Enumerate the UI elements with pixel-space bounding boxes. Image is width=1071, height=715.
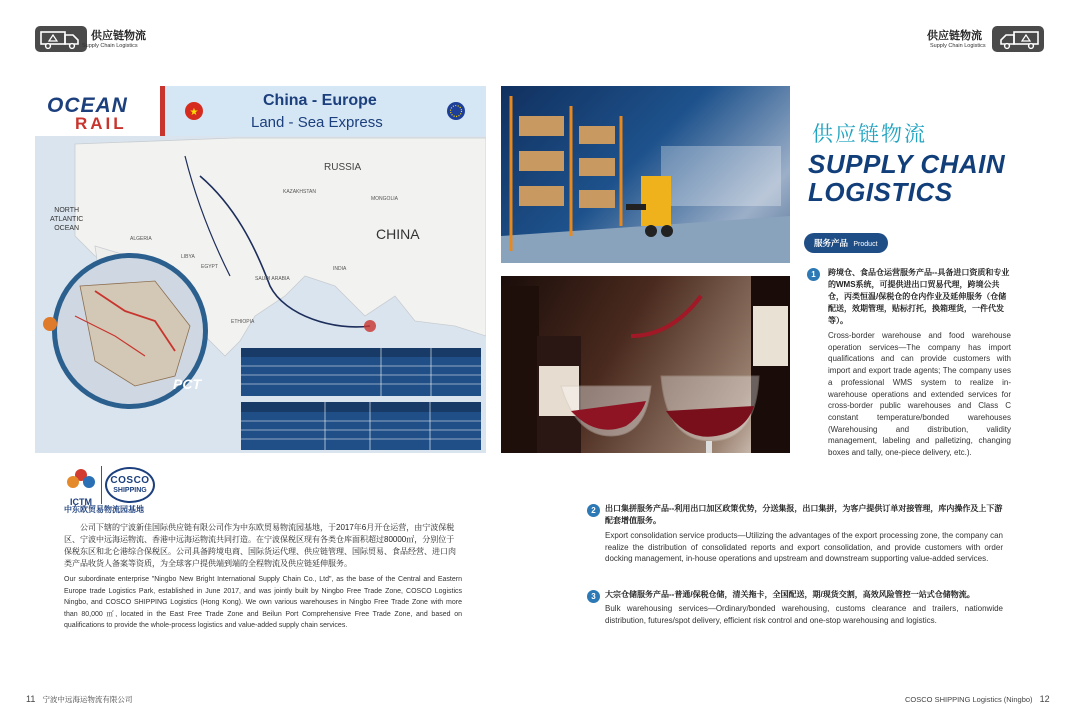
product-3-cn: 大宗仓储服务产品--普通/保税仓储，清关拖卡，全国配送，期/现货交割，高效风险管控一站式仓储物流。 — [605, 590, 975, 599]
section-title-en-line2: LOGISTICS — [808, 177, 953, 207]
product-1-cn: 跨境仓、食品仓运营服务产品--具备进口资质和专业的WMS系统，可提供进出口贸易代理，跨境公共仓，丙类恒温/保税仓的仓内作业及延伸服务（仓储配送，效期管理，贴标打托，换箱理货，一件代发等）。 — [828, 268, 1010, 325]
intro-cn: 公司下辖的宁波新佳国际供应链有限公司作为中东欧贸易物流园基地，于2017年6月开仓运营，由宁波保税区、宁波中远海运物流、香港中远海运物流共同打造。在宁波保税区现有各类仓库面积超过80000㎡，分别位于保税东区和北仑港综合保税区。公司具备跨境电商、国际货运代理、供应链管理、国际贸易、食品经营、进口肉类产品收货人备案等资质，为全球客户提供端到端的全程物流及供应链延伸服务。 — [64, 523, 456, 568]
product-pill — [804, 233, 888, 253]
china-europe-map — [35, 86, 486, 453]
header-title-cn-left: 供应链物流 — [91, 30, 146, 42]
rail-logo-text: RAIL — [75, 114, 127, 133]
map-label-pct: PCT — [173, 376, 201, 392]
header-title-en-left: Supply Chain Logistics — [82, 43, 138, 49]
map-label-atlantic: NORTH ATLANTIC OCEAN — [50, 207, 84, 232]
cosco-logo — [105, 467, 155, 503]
warehouse-photo — [501, 86, 790, 263]
map-title-line2: Land - Sea Express — [251, 114, 383, 131]
map-label-algeria: ALGERIA — [130, 236, 152, 242]
cosco-logo-line1: COSCO — [110, 475, 150, 486]
footer-right — [905, 694, 1050, 704]
ocean-logo-text: OCEAN — [47, 94, 128, 117]
map-label-kazakhstan: KAZAKHSTAN — [283, 189, 316, 195]
header-title-en-right: Supply Chain Logistics — [930, 43, 986, 49]
footer-left-text: 宁波中远海运物流有限公司 — [42, 695, 133, 704]
warehouse-graphic — [501, 86, 790, 263]
wine-photo — [501, 276, 790, 453]
map-label-russia: RUSSIA — [324, 162, 362, 173]
page-number-left: 11 — [26, 694, 36, 704]
map-label-ethiopia: ETHIOPIA — [231, 319, 255, 325]
intro-en: Our subordinate enterprise "Ningbo New Bright International Supply Chain Co., Ltd", as the base of the Central and Eastern Europe trade Logistics Park, established in June 2017, and was jointly built by Ningbo Free Trade Zone, COSCO Logistics Ningbo, and COSCO SHIPPING Logistics (Hong Kong). We own various warehouses in Ningbo Free Trade Zone with more than 80,000 ㎡, located in the East Free Trade Zone and Beilun Port Comprehensive Free Trade Zone, and based on qualifications to provide the whole-process logistics and value-added supply chain services. — [64, 576, 462, 629]
map-label-egypt: EGYPT — [201, 264, 218, 270]
eu-flag-icon — [447, 102, 465, 120]
header-title-cn-right: 供应链物流 — [927, 30, 982, 42]
product-pill-cn: 服务产品 — [814, 238, 849, 248]
map-label-libya: LIBYA — [181, 254, 195, 260]
park-name: 中东欧贸易物流园基地 — [64, 505, 144, 514]
product-2-cn: 出口集拼服务产品--利用出口加区政策优势，分送集报，出口集拼，为客户提供订单对接管理，库内操作及上下游配套增值服务。 — [605, 504, 1003, 525]
page-number-right: 12 — [1039, 694, 1050, 704]
map-graphic — [35, 86, 486, 453]
cosco-logo-line2: SHIPPING — [113, 487, 147, 494]
ictm-logo — [64, 468, 98, 507]
product-number-1: 1 — [807, 268, 820, 281]
product-3-en: Bulk warehousing services—Ordinary/bonded warehousing, customs clearance and trailers, nationwide distribution, futures/spot delivery, efficient risk control and one-stop warehousing and logistics. — [605, 604, 1003, 625]
map-label-india: INDIA — [333, 266, 347, 272]
wine-graphic — [501, 276, 790, 453]
ictm-logo-text: ICTM — [70, 497, 92, 507]
map-title-line1: China - Europe — [263, 92, 377, 109]
product-1-en: Cross-border warehouse and food warehouse operation services—The company has import qualifications and can provide customers with import and export trade agents; The company uses a professional WMS system to realize in-warehouse operations and extended services for cross-border public warehouses and Class C constant temperature/bonded warehouses (Warehousing and distribution, validity management, labeling and palletizing, changing boxes and tally, one-piece delivery, etc.). — [828, 331, 1011, 458]
truck-badge-left — [35, 26, 87, 52]
map-label-mongolia: MONGOLIA — [371, 196, 398, 202]
section-title-en-line1: SUPPLY CHAIN — [808, 149, 1006, 179]
product-number-3: 3 — [587, 590, 600, 603]
map-label-china: CHINA — [376, 226, 420, 242]
section-title-cn: 供应链物流 — [812, 123, 927, 146]
product-pill-en: Product — [853, 241, 878, 248]
logo-divider — [101, 466, 102, 504]
truck-icon — [992, 26, 1044, 52]
footer-left — [26, 694, 132, 705]
truck-icon — [35, 26, 87, 52]
truck-badge-right — [992, 26, 1044, 52]
product-2-en: Export consolidation service products—Utilizing the advantages of the export processing zone, the company can realize the distribution of consolidated reports and export consolidation, and provide customers with order docking management, in-house operations and upstream and downstream supporting value-added services. — [605, 531, 1003, 564]
product-number-2: 2 — [587, 504, 600, 517]
svg-text:★: ★ — [189, 107, 199, 118]
map-label-saudi: SAUDI ARABIA — [255, 276, 290, 282]
footer-right-text: COSCO SHIPPING Logistics (Ningbo) — [905, 695, 1033, 704]
ictm-logo-mark — [64, 468, 98, 492]
